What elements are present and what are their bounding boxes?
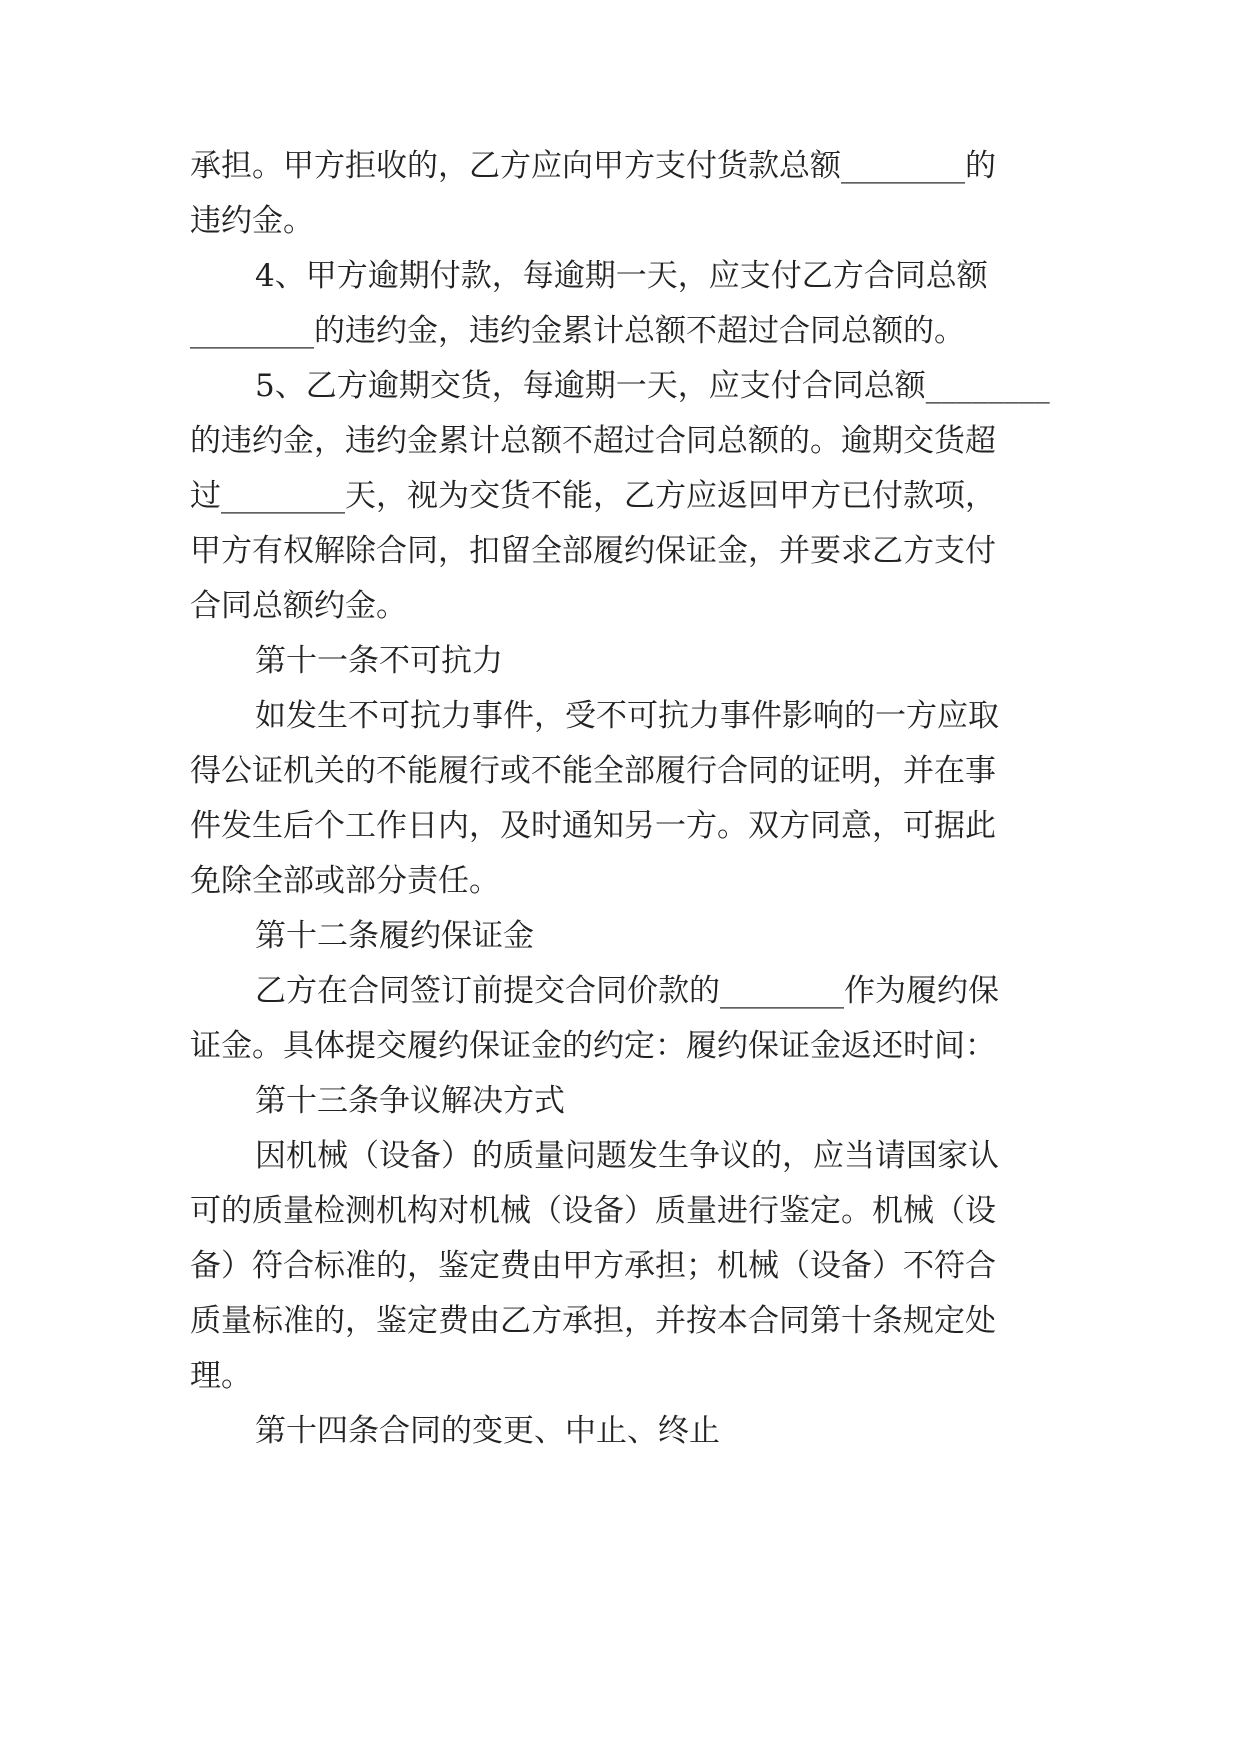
section-heading: 第十三条争议解决方式 xyxy=(255,1083,565,1119)
text-line: 过________天，视为交货不能，乙方应返回甲方已付款项， xyxy=(190,478,996,514)
text-line: 4、甲方逾期付款，每逾期一天，应支付乙方合同总额 xyxy=(255,258,988,294)
text-line: 的违约金，违约金累计总额不超过合同总额的。逾期交货超 xyxy=(190,423,996,459)
text-line: 5、乙方逾期交货，每逾期一天，应支付合同总额________ xyxy=(255,368,1050,404)
text-line: 甲方有权解除合同，扣留全部履约保证金，并要求乙方支付 xyxy=(190,533,996,569)
text-line: 可的质量检测机构对机械（设备）质量进行鉴定。机械（设 xyxy=(190,1193,996,1229)
section-heading: 第十四条合同的变更、中止、终止 xyxy=(255,1413,720,1449)
text-line: 免除全部或部分责任。 xyxy=(190,863,500,899)
text-line: 备）符合标准的，鉴定费由甲方承担；机械（设备）不符合 xyxy=(190,1248,996,1284)
text-line: 如发生不可抗力事件，受不可抗力事件影响的一方应取 xyxy=(255,698,999,734)
text-line: 违约金。 xyxy=(190,203,314,239)
text-line: 合同总额约金。 xyxy=(190,588,407,624)
section-heading: 第十一条不可抗力 xyxy=(255,643,503,679)
text-line: 证金。具体提交履约保证金的约定：履约保证金返还时间： xyxy=(190,1028,996,1064)
text-line: 承担。甲方拒收的，乙方应向甲方支付货款总额________的 xyxy=(190,148,996,184)
text-line: ________的违约金，违约金累计总额不超过合同总额的。 xyxy=(190,313,965,349)
text-line: 理。 xyxy=(190,1358,252,1394)
text-line: 质量标准的，鉴定费由乙方承担，并按本合同第十条规定处 xyxy=(190,1303,996,1339)
text-line: 件发生后个工作日内，及时通知另一方。双方同意，可据此 xyxy=(190,808,996,844)
section-heading: 第十二条履约保证金 xyxy=(255,918,534,954)
text-line: 乙方在合同签订前提交合同价款的________作为履约保 xyxy=(255,973,999,1009)
text-line: 因机械（设备）的质量问题发生争议的，应当请国家认 xyxy=(255,1138,999,1174)
text-line: 得公证机关的不能履行或不能全部履行合同的证明，并在事 xyxy=(190,753,996,789)
